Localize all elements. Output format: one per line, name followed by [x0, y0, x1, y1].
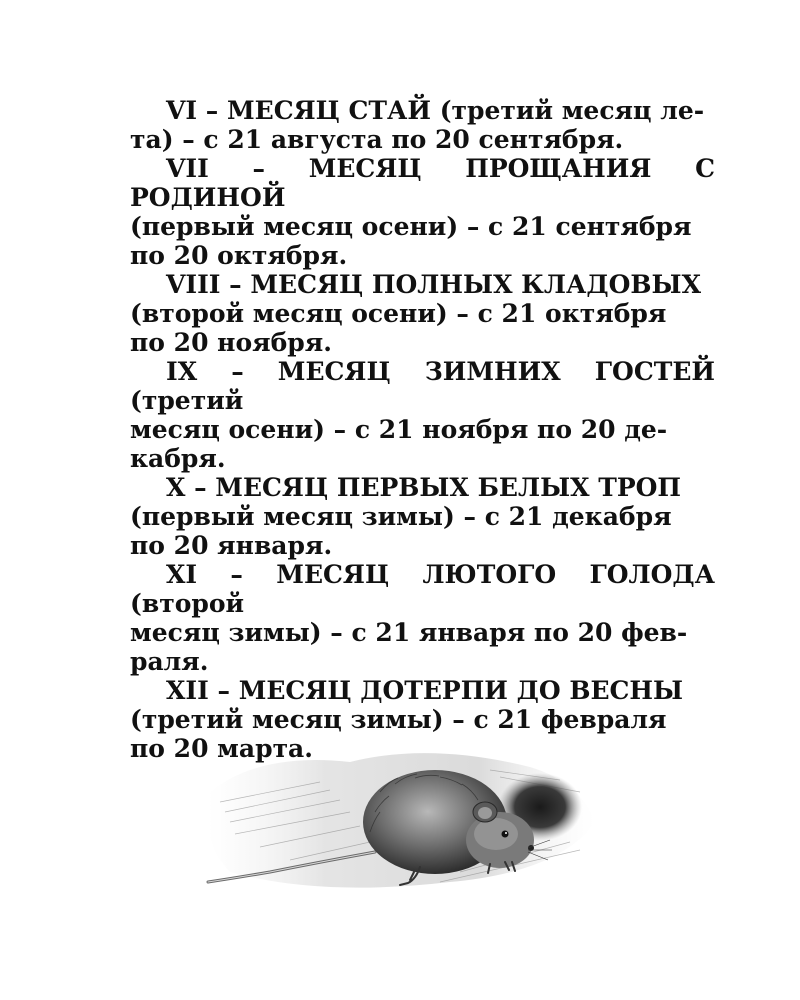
entry-line: раля.: [130, 647, 209, 676]
entry-line: кабря.: [130, 444, 226, 473]
entry-line: (второй месяц осени) – с 21 октября: [130, 299, 667, 328]
entry-line: по 20 октября.: [130, 241, 348, 270]
entry-line: XI – МЕСЯЦ ЛЮТОГО ГОЛОДА (второй: [130, 560, 715, 618]
month-entry-ix: [130, 357, 715, 473]
entry-line: та) – с 21 августа по 20 сентября.: [130, 125, 624, 154]
mouse-eye: [502, 831, 509, 838]
entry-line: (первый месяц зимы) – с 21 декабря: [130, 502, 672, 531]
month-entry-xi: [130, 560, 715, 676]
entry-line: VI – МЕСЯЦ СТАЙ (третий месяц ле-: [166, 96, 705, 125]
entry-line: XII – МЕСЯЦ ДОТЕРПИ ДО ВЕСНЫ: [166, 676, 684, 705]
entry-line: месяц зимы) – с 21 января по 20 фев-: [130, 618, 688, 647]
entry-line: по 20 ноября.: [130, 328, 332, 357]
entry-line: по 20 марта.: [130, 734, 313, 763]
entry-line: VIII – МЕСЯЦ ПОЛНЫХ КЛАДОВЫХ: [166, 270, 701, 299]
mouse-illustration: [200, 722, 600, 902]
entry-line: по 20 января.: [130, 531, 333, 560]
entry-line: IX – МЕСЯЦ ЗИМНИХ ГОСТЕЙ (третий: [130, 357, 715, 415]
entry-line: месяц осени) – с 21 ноября по 20 де-: [130, 415, 668, 444]
month-list: [130, 96, 715, 763]
month-entry-vii: [130, 154, 715, 270]
entry-line: (третий месяц зимы) – с 21 февраля: [130, 705, 667, 734]
month-entry-x: [130, 473, 715, 560]
month-entry-vi: [130, 96, 715, 154]
entry-line: VII – МЕСЯЦ ПРОЩАНИЯ С РОДИНОЙ: [130, 154, 715, 212]
entry-line: X – МЕСЯЦ ПЕРВЫХ БЕЛЫХ ТРОП: [166, 473, 682, 502]
month-entry-viii: [130, 270, 715, 357]
entry-line: (первый месяц осени) – с 21 сентября: [130, 212, 692, 241]
